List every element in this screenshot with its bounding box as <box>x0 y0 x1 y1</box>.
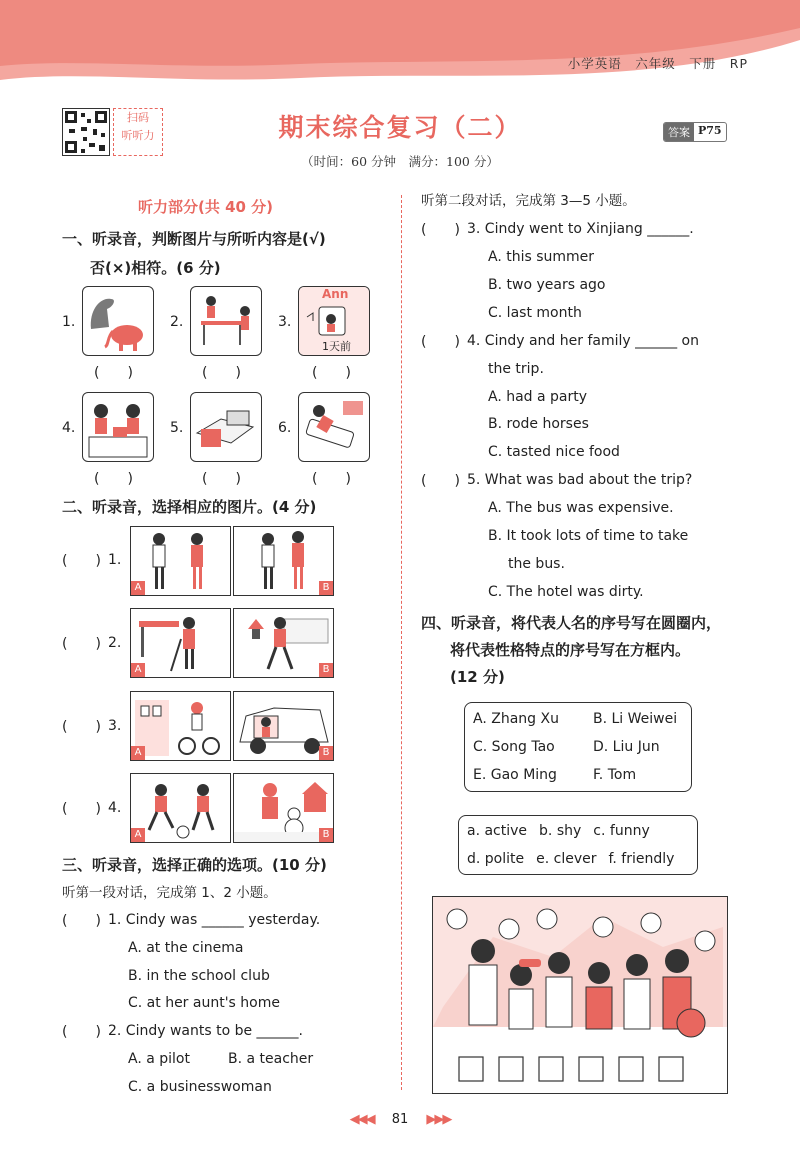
trait-option: b. shy <box>539 823 582 839</box>
p1-answer-6[interactable]: ( ) <box>312 471 351 487</box>
p1-num-3: 3. <box>278 314 292 330</box>
p3-q5-opt-b: B. It took lots of time to take <box>488 528 689 544</box>
p2-num-2: 2. <box>108 635 122 651</box>
p2-4-label-a: A <box>131 828 145 842</box>
header-banner <box>0 0 800 88</box>
p3-q4-line2: the trip. <box>488 361 544 377</box>
p3-q4-line1: 4. Cindy and her family ______ on <box>467 333 699 349</box>
name-option: F. Tom <box>593 767 637 783</box>
p2-3-label-a: A <box>131 746 145 760</box>
p1-image-2 <box>190 286 262 356</box>
p1-num-4: 4. <box>62 420 76 436</box>
traits-row <box>467 845 689 873</box>
p2-2-image-a[interactable] <box>130 608 231 678</box>
p2-2-image-b[interactable] <box>233 608 334 678</box>
part3-intro2: 听第二段对话，完成第 3—5 小题。 <box>421 193 636 209</box>
part2-heading: 二、听录音，选择相应的图片。(4 分) <box>62 498 317 516</box>
p2-4-label-b: B <box>319 828 333 842</box>
p3-q5-opt-a: A. The bus was expensive. <box>488 500 674 516</box>
p2-2-label-b: B <box>319 663 333 677</box>
p2-answer-1[interactable]: ( ) <box>62 553 101 569</box>
names-row <box>473 705 683 733</box>
p1-image-5 <box>190 392 262 462</box>
part1-heading-line2: 否(×)相符。(6 分) <box>90 259 221 277</box>
p3-q1-opt-c: C. at her aunt's home <box>128 995 280 1011</box>
p3-q4-opt-a: A. had a party <box>488 389 588 405</box>
p1-answer-1[interactable]: ( ) <box>94 365 133 381</box>
p2-answer-4[interactable]: ( ) <box>62 801 101 817</box>
page-number: 81 <box>391 1112 409 1127</box>
p2-1-image-a[interactable] <box>130 526 231 596</box>
p2-3-label-b: B <box>319 746 333 760</box>
part4-heading: 四、听录音，将代表人名的序号写在圆圈内， <box>421 614 722 632</box>
p3-q5-opt-c: C. The hotel was dirty. <box>488 584 644 600</box>
traits-row <box>467 817 689 845</box>
name-option: C. Song Tao <box>473 739 555 755</box>
p3-answer-1[interactable]: ( ) <box>62 913 101 929</box>
p1-image3-caption: 1天前 <box>322 340 351 353</box>
p1-num-2: 2. <box>170 314 184 330</box>
p1-answer-4[interactable]: ( ) <box>94 471 133 487</box>
right-arrows-icon: ▶▶▶ <box>426 1112 451 1127</box>
p1-num-1: 1. <box>62 314 76 330</box>
page-footer <box>0 1112 800 1127</box>
name-option: D. Liu Jun <box>593 739 660 755</box>
traits-box <box>458 815 698 875</box>
p3-q1-opt-a: A. at the cinema <box>128 940 244 956</box>
answer-label: 答案 <box>664 123 694 141</box>
page-title: 期末综合复习（二） <box>278 113 522 142</box>
p1-answer-3[interactable]: ( ) <box>312 365 351 381</box>
p3-q2-opt-c: C. a businesswoman <box>128 1079 272 1095</box>
p1-answer-5[interactable]: ( ) <box>202 471 241 487</box>
name-option: E. Gao Ming <box>473 767 557 783</box>
listening-header: 听力部分(共 40 分) <box>138 198 274 216</box>
p3-q3-opt-c: C. last month <box>488 305 582 321</box>
p1-image-1 <box>82 286 154 356</box>
p2-num-1: 1. <box>108 552 122 568</box>
trait-option: f. friendly <box>608 851 675 867</box>
p2-3-image-a[interactable] <box>130 691 231 761</box>
p3-answer-3[interactable]: ( ) <box>421 222 460 238</box>
p3-q1-opt-b: B. in the school club <box>128 968 270 984</box>
part3-intro1: 听第一段对话，完成第 1、2 小题。 <box>62 885 277 901</box>
part1-heading: 一、听录音，判断图片与所听内容是(√) <box>62 230 326 248</box>
p2-1-label-a: A <box>131 581 145 595</box>
banner-subject: 小学英语 六年级 下册 RP <box>567 56 748 71</box>
column-divider <box>401 195 402 1090</box>
p1-num-6: 6. <box>278 420 292 436</box>
p3-answer-5[interactable]: ( ) <box>421 473 460 489</box>
answer-badge <box>663 122 727 142</box>
names-box <box>464 702 692 792</box>
p3-q2: 2. Cindy wants to be ______. <box>108 1023 304 1039</box>
p2-1-image-b[interactable] <box>233 526 334 596</box>
p3-answer-4[interactable]: ( ) <box>421 334 460 350</box>
p2-1-label-b: B <box>319 581 333 595</box>
p3-q4-opt-b: B. rode horses <box>488 416 589 432</box>
scan-line2: 听听力 <box>121 129 155 142</box>
left-arrows-icon: ◀◀◀ <box>349 1112 374 1127</box>
p2-num-4: 4. <box>108 800 122 816</box>
answer-page: P75 <box>698 124 722 137</box>
p1-num-5: 5. <box>170 420 184 436</box>
name-option: A. Zhang Xu <box>473 711 559 727</box>
trait-option: d. polite <box>467 851 525 867</box>
part4-heading-line2: 将代表性格特点的序号写在方框内。 <box>450 641 691 659</box>
p2-3-image-b[interactable] <box>233 691 334 761</box>
p3-q3: 3. Cindy went to Xinjiang ______. <box>467 221 694 237</box>
part3-heading: 三、听录音，选择正确的选项。(10 分) <box>62 856 327 874</box>
p2-4-image-b[interactable] <box>233 773 334 843</box>
scan-line1: 扫码 <box>127 111 149 124</box>
p2-num-3: 3. <box>108 718 122 734</box>
p3-q2-opt-b: B. a teacher <box>228 1051 314 1067</box>
p2-4-image-a[interactable] <box>130 773 231 843</box>
p1-answer-2[interactable]: ( ) <box>202 365 241 381</box>
p1-image-6 <box>298 392 370 462</box>
p1-image-4 <box>82 392 154 462</box>
p3-q3-opt-a: A. this summer <box>488 249 595 265</box>
p2-2-label-a: A <box>131 663 145 677</box>
names-row <box>473 761 683 789</box>
p3-q3-opt-b: B. two years ago <box>488 277 606 293</box>
part4-heading-line3: (12 分) <box>450 668 505 686</box>
p3-q5-opt-b-cont: the bus. <box>508 556 565 572</box>
p2-answer-3[interactable]: ( ) <box>62 719 101 735</box>
exam-time-score: （时间：60 分钟 满分：100 分） <box>301 154 499 169</box>
p3-q1: 1. Cindy was ______ yesterday. <box>108 912 321 928</box>
p3-q2-opt-a: A. a pilot <box>128 1051 190 1067</box>
trait-option: c. funny <box>593 823 650 839</box>
p3-q5: 5. What was bad about the trip? <box>467 472 693 488</box>
name-option: B. Li Weiwei <box>593 711 678 727</box>
p2-answer-2[interactable]: ( ) <box>62 636 101 652</box>
p3-q4-opt-c: C. tasted nice food <box>488 444 620 460</box>
p3-answer-2[interactable]: ( ) <box>62 1024 101 1040</box>
trait-option: a. active <box>467 823 528 839</box>
people-illustration <box>432 896 728 1094</box>
names-row <box>473 733 683 761</box>
p1-image3-name: Ann <box>322 287 349 301</box>
trait-option: e. clever <box>536 851 597 867</box>
